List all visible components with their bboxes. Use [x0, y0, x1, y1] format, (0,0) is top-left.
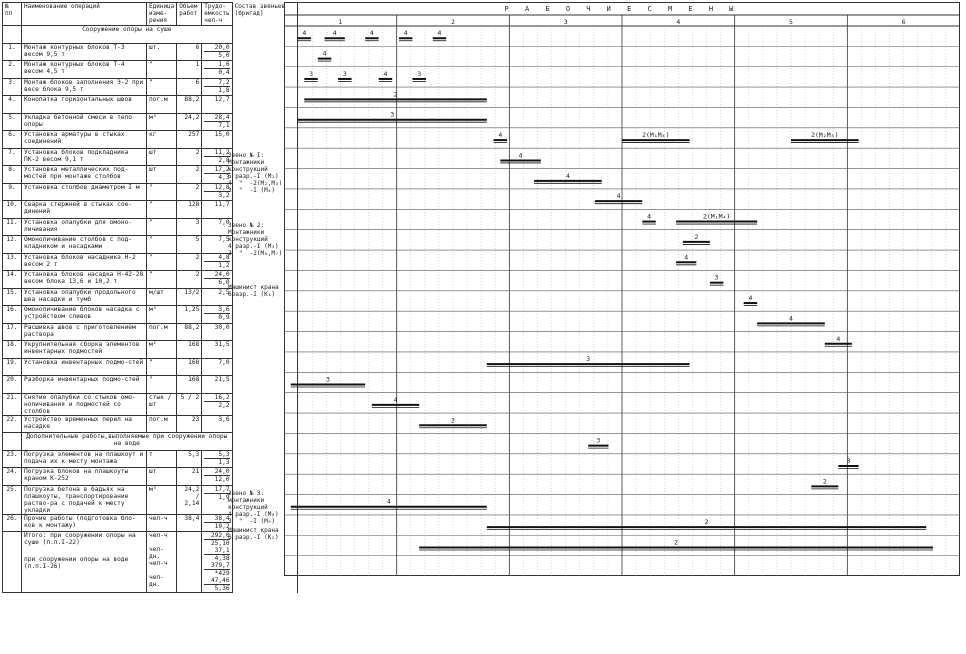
labor-denominator: 3,6	[218, 415, 230, 423]
labor-denominator: 7,5	[218, 236, 230, 243]
unit: "	[147, 61, 177, 79]
task-crew-label: 2(М₁М₄)	[702, 212, 731, 221]
row-number: 2.	[3, 61, 22, 79]
row-number: 10.	[3, 201, 22, 219]
labor-denominator: 2,8	[218, 156, 230, 164]
row-number: 17.	[3, 323, 22, 341]
labor-numerator: 17,7	[204, 486, 229, 494]
volume: 6	[177, 43, 202, 61]
labor-numerator: 11,2	[204, 149, 229, 157]
col-volume-header: Объем работ	[177, 3, 202, 26]
unit: "	[147, 253, 177, 271]
table-row	[3, 78, 298, 96]
table-row	[3, 358, 298, 376]
row-number: 15.	[3, 288, 22, 306]
volume: 88,2	[177, 323, 202, 341]
operation-name: Установка инвентарных подмо-стей	[22, 358, 147, 376]
task-crew-label: 4	[403, 29, 408, 38]
task-crew-label: 4	[789, 314, 793, 323]
totals-denominator: 25,10	[210, 540, 230, 547]
labor-cell	[202, 358, 232, 376]
volume: 5,3	[177, 450, 202, 468]
labor-denominator: 11,7	[214, 201, 230, 208]
unit: т	[147, 450, 177, 468]
totals-vol	[177, 532, 202, 593]
labor-cell	[202, 323, 232, 341]
volume: 21	[177, 468, 202, 486]
unit: шт	[147, 148, 177, 166]
labor-numerator: 4,8	[204, 254, 229, 262]
task-crew-label: 4	[437, 29, 442, 38]
labor-cell	[202, 78, 232, 96]
volume: 168	[177, 376, 202, 394]
labor-numerator: 20,0	[204, 44, 229, 52]
task-crew-label: 4	[616, 192, 621, 201]
table-row	[3, 131, 298, 149]
row-number: 13.	[3, 253, 22, 271]
crew-2-note: Звено № 2: Монтажники конструкций 4 разр.-I (М₅) 3 " -2(М₆,М₇)	[228, 222, 283, 257]
labor-cell	[202, 415, 232, 433]
row-number: 25.	[3, 485, 22, 514]
table-row	[3, 376, 298, 394]
volume: 5	[177, 236, 202, 254]
labor-denominator: 2,2	[218, 401, 230, 409]
labor-fraction	[204, 201, 229, 208]
labor-numerator: 16,2	[204, 394, 229, 402]
labor-numerator: 7,2	[204, 79, 229, 87]
volume: 2	[177, 166, 202, 184]
totals-labels	[22, 532, 147, 593]
task-crew-label: 4	[647, 212, 652, 221]
task-crew-label: 4	[565, 171, 570, 180]
operation-name: Монтаж контурных блоков Т-4 весом 4,5 т	[22, 61, 147, 79]
labor-fraction	[204, 359, 229, 366]
unit: "	[147, 271, 177, 289]
row-number: 5.	[3, 113, 22, 131]
totals-unit: чел-ч	[149, 532, 168, 539]
totals-water-label: при сооружении опоры на воде (п.п.I-26)	[24, 556, 129, 570]
operation-name: Конопатка горизонтальных швов	[22, 96, 147, 114]
row-number: 1.	[3, 43, 22, 61]
gantt-chart	[284, 2, 960, 576]
labor-fraction	[204, 149, 229, 164]
labor-cell	[202, 131, 232, 149]
labor-denominator: 15,0	[214, 131, 230, 138]
labor-cell	[202, 341, 232, 359]
labor-fraction	[204, 468, 229, 483]
totals-numerator: 37,1	[204, 547, 229, 555]
table-row	[3, 323, 298, 341]
labor-denominator: 19,2	[214, 522, 230, 530]
labor-numerator: 38,4	[204, 515, 229, 523]
table-row	[3, 96, 298, 114]
labor-denominator: 7,1	[218, 121, 230, 129]
row-number: II.	[3, 218, 22, 236]
labor-fraction	[204, 184, 229, 199]
section-row	[3, 433, 298, 451]
volume: 24,2	[177, 113, 202, 131]
section-title: Дополнительные работы,выполняемые при сооружении опоры на воде	[22, 433, 233, 451]
unit: пог.м	[147, 96, 177, 114]
task-crew-label: 3	[342, 69, 347, 78]
totals-no	[3, 532, 22, 593]
unit: чел-ч	[147, 514, 177, 532]
task-crew-label: 2	[451, 416, 455, 425]
row-number: 12.	[3, 236, 22, 254]
operation-name: Установка опалубки для омоно-личивания	[22, 218, 147, 236]
task-crew-label: 4	[518, 151, 523, 160]
labor-numerator: 17,2	[204, 166, 229, 174]
section-row	[3, 26, 298, 44]
totals-denominator: 4,38	[214, 555, 230, 562]
volume: 1,25	[177, 306, 202, 324]
totals-numerator: 379,7	[204, 562, 229, 570]
totals-numerator: 47,46	[204, 577, 229, 585]
labor-cell	[202, 450, 232, 468]
operation-name: Установка арматуры в стыках соединений	[22, 131, 147, 149]
unit: м³	[147, 306, 177, 324]
volume: 3	[177, 218, 202, 236]
labor-denominator: 0,9	[218, 314, 230, 321]
labor-cell	[202, 306, 232, 324]
task-crew-label: 4	[836, 334, 841, 343]
labor-fraction	[204, 44, 229, 59]
labor-fraction	[204, 486, 229, 501]
totals-unit: чел-ч	[149, 560, 168, 567]
operation-name: Монтаж контурных блоков Т-3 весом 9,5 т	[22, 43, 147, 61]
task-crew-label: 2	[694, 232, 699, 241]
task-crew-label: 4	[684, 253, 689, 262]
totals-numerator: 292,0	[204, 532, 229, 540]
operation-name: Погрузка бетона в бадьях на плашкоуты, транспортирование раство-ра с подачей к месту укладки	[22, 485, 147, 514]
task-crew-label: 2	[704, 518, 709, 527]
task-crew-label: 4	[322, 49, 327, 58]
table-row	[3, 341, 298, 359]
operation-name: Установка опалубки продольного шва насадки и тумб	[22, 288, 147, 306]
operation-name: Сварка стержней в стыках сое-динений	[22, 201, 147, 219]
totals-land-label: Итого: при сооружении опоры на суше (п.п.I-22)	[24, 532, 136, 546]
col-no-header: № пп	[3, 3, 22, 26]
labor-fraction	[204, 416, 229, 423]
totals-denominator: *429	[214, 570, 230, 577]
labor-numerator: 5,3	[204, 451, 229, 459]
task-crew-label: 3	[390, 110, 395, 119]
volume: 168	[177, 358, 202, 376]
volume: 168	[177, 341, 202, 359]
labor-cell	[202, 376, 232, 394]
labor-denominator: 21,5	[214, 376, 230, 383]
task-crew-label: 2(М₂М₃)	[811, 131, 839, 140]
volume: 88,2	[177, 96, 202, 114]
table-row	[3, 43, 298, 61]
totals-fraction	[204, 547, 229, 562]
row-number: 9.	[3, 183, 22, 201]
labor-fraction	[204, 289, 229, 296]
labor-denominator: 31,5	[214, 341, 230, 348]
unit: стык / шт	[147, 393, 177, 415]
labor-cell	[202, 468, 232, 486]
task-crew-label: 2(М₁М₄)	[642, 131, 670, 140]
labor-denominator: 30,0	[214, 323, 230, 331]
task-crew-label: 3	[325, 375, 330, 384]
task-crew-label: 4	[369, 29, 374, 38]
task-crew-label: 4	[332, 29, 337, 38]
col-unit-header: Единица изме-рения	[147, 3, 177, 26]
unit: "	[147, 78, 177, 96]
row-number: 7.	[3, 148, 22, 166]
labor-denominator: 0,4	[218, 69, 230, 76]
task-crew-label: 3	[714, 273, 719, 282]
section-title: Сооружение опоры на суше	[22, 26, 233, 44]
task-crew-label: 2	[822, 477, 827, 486]
task-crew-label: 3	[596, 436, 601, 445]
labor-denominator: 2,5	[218, 288, 230, 296]
labor-fraction	[204, 341, 229, 348]
labor-fraction	[204, 114, 229, 129]
totals-unit: чел-дн.	[149, 574, 164, 588]
crew-3-note: Звено № 3: монтажники конструкций 4 разр.-I (М₈) 3 " -I (М₉)	[228, 490, 279, 525]
operation-name: Установка блоков подкладника ПК-2 весом 9,1 т	[22, 148, 147, 166]
unit: "	[147, 183, 177, 201]
shift-number: 3	[563, 18, 568, 26]
table-row	[3, 450, 298, 468]
shift-number: 6	[901, 18, 906, 26]
labor-fraction	[204, 219, 229, 226]
operation-name: Погрузка блоков на плашкоуты краном К-252	[22, 468, 147, 486]
crew-2-crane-note: Машинист крана 6разр.-I (К₁)	[228, 284, 279, 298]
crew-1-note: Звено № I: Монтажники конструкций 5 разр.-I (М₁) 4 " -2(М₂,М₃) 3 " -I (М₄)	[228, 152, 283, 194]
task-crew-label: 4	[498, 131, 503, 140]
volume: 257	[177, 131, 202, 149]
task-crew-label: 2	[393, 90, 398, 99]
table-row	[3, 415, 298, 433]
labor-cell	[202, 113, 232, 131]
row-number: 22.	[3, 415, 22, 433]
volume: 2	[177, 253, 202, 271]
labor-denominator: 7,0	[218, 358, 230, 366]
labor-fraction	[204, 376, 229, 383]
operation-name: Установка столбов диаметром I м	[22, 183, 147, 201]
labor-cell	[202, 201, 232, 219]
row-number: 24.	[3, 468, 22, 486]
totals-denominator: 5,36	[214, 585, 230, 592]
operation-name: Устройство временных перил на насадке	[22, 415, 147, 433]
table-row	[3, 393, 298, 415]
labor-fraction	[204, 394, 229, 409]
labor-denominator: 6,0	[218, 279, 230, 286]
row-number: 16.	[3, 306, 22, 324]
row-number: 26.	[3, 514, 22, 532]
totals-fraction	[204, 562, 229, 577]
volume: 38,4	[177, 514, 202, 532]
labor-denominator: 3,2	[218, 191, 230, 199]
operation-name: Установка блоков насадка Н-42-28 весом блока 13,6 и 10,2 т	[22, 271, 147, 289]
unit: м³	[147, 113, 177, 131]
labor-fraction	[204, 96, 229, 103]
labor-cell	[202, 393, 232, 415]
labor-cell	[202, 96, 232, 114]
labor-fraction	[204, 236, 229, 243]
labor-numerator: 24,0	[204, 271, 229, 279]
task-crew-label: 4	[393, 395, 398, 404]
volume: 128	[177, 201, 202, 219]
labor-fraction	[204, 306, 229, 321]
operation-name: Погрузка элементов на плашкоут и подача их к месту монтажа	[22, 450, 147, 468]
labor-fraction	[204, 271, 229, 286]
task-crew-label: 2	[674, 538, 679, 547]
unit: "	[147, 218, 177, 236]
unit: шт	[147, 468, 177, 486]
task-crew-label: 4	[302, 29, 307, 38]
labor-denominator: 1,2	[218, 261, 230, 269]
table-row	[3, 61, 298, 79]
operation-name: Установка металлических под-мостей при монтаже столбов	[22, 166, 147, 184]
table-row	[3, 201, 298, 219]
unit: пог.м	[147, 415, 177, 433]
operation-name: Укладка бетонной смеси в тело опоры	[22, 113, 147, 131]
crew-3-crane-note: Машинист крана 6 разр.-I (К₂)	[228, 527, 279, 541]
volume: 23	[177, 415, 202, 433]
unit: м/шт	[147, 288, 177, 306]
task-crew-label: 3	[846, 457, 851, 465]
labor-numerator: 3,6	[204, 306, 229, 314]
table-row	[3, 306, 298, 324]
section-no	[3, 433, 22, 451]
operation-name: Прочие работы (подготовка бло-ков к монтажу)	[22, 514, 147, 532]
labor-numerator: 24,0	[204, 468, 229, 476]
labor-fraction	[204, 131, 229, 138]
unit: "	[147, 236, 177, 254]
operation-name: Монтаж блоков заполнения Э-2 при весе блока 9,5 т	[22, 78, 147, 96]
volume: 6	[177, 78, 202, 96]
row-number: 14.	[3, 271, 22, 289]
operation-name: Разборка инвентарных подмо-стей	[22, 376, 147, 394]
gantt-header: Р А Б О Ч И Е С М Е Н Ы	[504, 5, 740, 13]
labor-denominator: 1,3	[218, 458, 230, 466]
row-number: 18.	[3, 341, 22, 359]
operation-name: Расшивка швов с приготовлением раствора	[22, 323, 147, 341]
shift-number: 2	[451, 18, 455, 26]
labor-cell	[202, 43, 232, 61]
totals-fraction	[204, 532, 229, 547]
col-crew-header: Состав звеньев (бригад)	[232, 3, 297, 26]
volume: 5 / 2	[177, 393, 202, 415]
operation-name: Омоноличивание блоков насадка с устройством сливов	[22, 306, 147, 324]
task-crew-label: 4	[383, 69, 388, 78]
col-name-header: Наименование операций	[22, 3, 147, 26]
labor-fraction	[204, 61, 229, 76]
col-labor-header: Трудо-емкость чел-ч	[202, 3, 232, 26]
volume: 2	[177, 148, 202, 166]
labor-fraction	[204, 79, 229, 94]
labor-fraction	[204, 324, 229, 331]
totals-unit: чел-дн.	[149, 546, 164, 560]
shift-number: 5	[789, 18, 793, 26]
unit: шт.	[147, 43, 177, 61]
row-number: 4.	[3, 96, 22, 114]
row-number: 20.	[3, 376, 22, 394]
row-number: 23.	[3, 450, 22, 468]
labor-denominator: 12,0	[214, 476, 230, 483]
labor-numerator: 1,6	[204, 61, 229, 69]
row-number: 21.	[3, 393, 22, 415]
task-crew-label: 3	[309, 69, 314, 78]
unit: кг	[147, 131, 177, 149]
task-crew-label: 4	[386, 497, 391, 506]
operation-name: Снятие опалубки со стыков омо-ноличивания и подмостей со столбов	[22, 393, 147, 415]
unit: "	[147, 376, 177, 394]
operation-name: Укрупнительная сборка элементов инвентарных подмостей	[22, 341, 147, 359]
shift-number: 1	[338, 18, 343, 26]
operation-name: Установка блоков насадника Н-2 весом 2 т	[22, 253, 147, 271]
operation-name: Омоноличивание столбов с под-кладником и насадками	[22, 236, 147, 254]
row-number: 19.	[3, 358, 22, 376]
unit: "	[147, 358, 177, 376]
labor-numerator: 12,8	[204, 184, 229, 192]
table-row	[3, 113, 298, 131]
volume: 2	[177, 271, 202, 289]
labor-denominator: 5,0	[218, 51, 230, 59]
labor-cell	[202, 61, 232, 79]
labor-fraction	[204, 451, 229, 466]
row-number: 3.	[3, 78, 22, 96]
labor-fraction	[204, 166, 229, 181]
unit: м²	[147, 341, 177, 359]
labor-fraction	[204, 515, 229, 530]
volume: 24,2 / 2,14	[177, 485, 202, 514]
section-no	[3, 26, 22, 44]
task-crew-label: 4	[748, 294, 753, 303]
labor-denominator: 4,3	[218, 174, 230, 181]
row-number: 8.	[3, 166, 22, 184]
task-crew-label: 3	[586, 355, 591, 364]
labor-denominator: 12,7	[214, 96, 230, 103]
labor-numerator: 28,4	[204, 114, 229, 122]
unit: "	[147, 201, 177, 219]
volume: 2	[177, 183, 202, 201]
unit: пог.м	[147, 323, 177, 341]
labor-denominator: 1,8	[218, 86, 230, 94]
task-crew-label: 3	[417, 69, 422, 78]
volume: 13/2	[177, 288, 202, 306]
labor-denominator: 7,0	[218, 218, 230, 226]
labor-denominator: 1,9	[218, 493, 230, 501]
row-number: 6.	[3, 131, 22, 149]
unit: шт	[147, 166, 177, 184]
totals-fraction	[204, 577, 229, 592]
table-row	[3, 468, 298, 486]
volume: 1	[177, 61, 202, 79]
shift-number: 4	[676, 18, 681, 26]
labor-fraction	[204, 254, 229, 269]
unit: м³	[147, 485, 177, 514]
totals-units	[147, 532, 177, 593]
